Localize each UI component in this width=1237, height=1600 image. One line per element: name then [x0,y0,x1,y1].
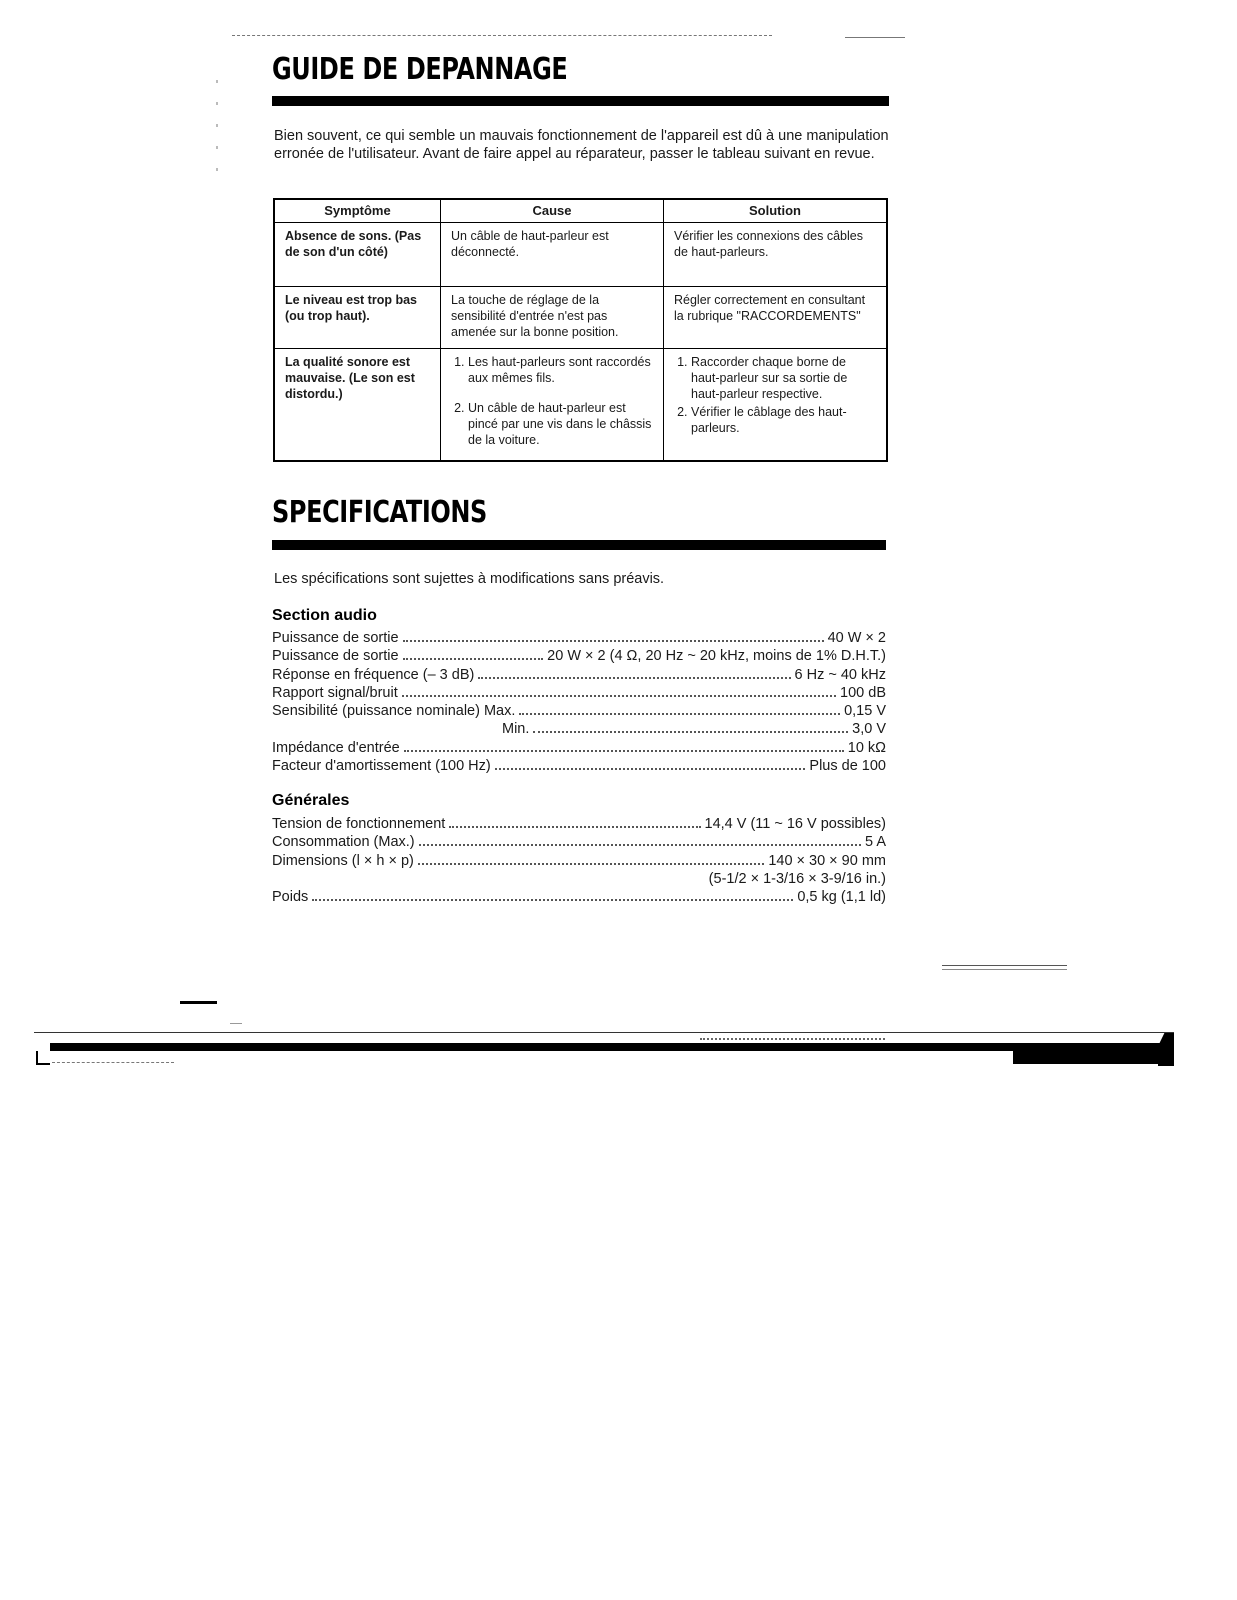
spec-row [272,852,886,870]
solution-cell: Vérifier les connexions des câbles de haut-parleurs. [664,223,888,287]
margin-marks [216,80,218,180]
spec-value: 10 kΩ [847,739,886,756]
solution-list [674,354,876,436]
leader-dots [449,826,700,828]
spec-row [272,720,886,738]
spec-value: 140 × 30 × 90 mm [768,852,886,869]
spec-row [272,629,886,647]
troubleshooting-table [273,198,888,462]
spec-row [272,739,886,757]
scan-black-block [1013,1048,1163,1064]
specifications-note: Les spécifications sont sujettes à modifications sans préavis. [274,571,665,587]
scan-line [34,1032,1174,1033]
cause-cell: La touche de réglage de la sensibilité d'entrée n'est pas amenée sur la bonne position. [441,287,664,349]
table-row [274,349,887,461]
spec-label: Min. [502,721,530,738]
leader-dots [478,677,790,679]
symptom-cell: Absence de sons. (Pas de son d'un côté) [274,223,441,287]
cause-header: Cause [441,199,664,223]
spec-value: 0,15 V [844,703,886,720]
scan-corner [1158,1033,1174,1066]
scan-dots [700,1038,885,1040]
spec-value: (5-1/2 × 1-3/16 × 3-9/16 in.) [708,870,886,887]
cause-cell: Un câble de haut-parleur est déconnecté. [441,223,664,287]
table-row [274,287,887,349]
spec-value: 100 dB [840,684,886,701]
symptom-cell: La qualité sonore est mauvaise. (Le son est distordu.) [274,349,441,461]
leader-dots [495,768,806,770]
table-header-row [274,199,887,223]
scan-dashed-line [232,35,772,36]
solution-item: 2. Vérifier le câblage des haut-parleurs. [691,404,876,436]
leader-dots [419,844,861,846]
general-spec-list [272,815,886,906]
leader-dots [403,658,544,660]
leader-dots [402,695,836,697]
audio-spec-list [272,629,886,775]
spec-value: 14,4 V (11 ~ 16 V possibles) [704,816,886,832]
solution-header: Solution [664,199,888,223]
spec-value: Plus de 100 [809,758,886,775]
specifications-rule [272,540,886,550]
scan-corner-mark [36,1051,50,1065]
leader-dots [533,731,848,733]
spec-label: Rapport signal/bruit [272,684,398,701]
scan-mark [180,1001,217,1004]
spec-row [272,666,886,684]
scan-short-line [845,37,905,38]
leader-dots [418,863,764,865]
spec-label: Consommation (Max.) [272,834,415,851]
scan-line [942,965,1067,966]
cause-cell [441,349,664,461]
spec-label: Sensibilité (puissance nominale) Max. [272,703,516,720]
leader-dots [312,899,793,901]
spec-label: Puissance de sortie [272,630,399,646]
spec-value: 3,0 V [852,721,886,738]
troubleshooting-rule [272,96,889,106]
spec-row [272,815,886,833]
spec-label: Facteur d'amortissement (100 Hz) [272,758,491,775]
scan-mark [230,1023,242,1024]
spec-value: 5 A [865,834,886,851]
spec-label: Puissance de sortie [272,648,399,665]
spec-row [272,684,886,702]
scan-dashed-line [52,1062,174,1063]
symptom-cell: Le niveau est trop bas (ou trop haut). [274,287,441,349]
spec-row [272,870,886,888]
spec-label: Impédance d'entrée [272,739,400,756]
spec-label: Dimensions (l × h × p) [272,852,414,869]
spec-label: Poids [272,889,309,906]
spec-value: 6 Hz ~ 40 kHz [794,666,886,683]
solution-cell [664,349,888,461]
spec-row [272,888,886,906]
audio-section-title: Section audio [272,607,377,624]
leader-dots [404,750,844,752]
solution-item: 1. Raccorder chaque borne de haut-parleur sur sa sortie de haut-parleur respective. [691,354,876,402]
spec-row [272,757,886,775]
spec-value: 20 W × 2 (4 Ω, 20 Hz ~ 20 kHz, moins de 1% D.H.T.) [547,648,886,665]
table-row [274,223,887,287]
cause-item: 2. Un câble de haut-parleur est pincé par une vis dans le châssis de la voiture. [468,400,653,448]
symptom-header: Symptôme [274,199,441,223]
leader-dots [403,640,824,642]
spec-row [272,647,886,665]
spec-label: Réponse en fréquence (– 3 dB) [272,666,475,683]
spec-row [272,833,886,851]
specifications-title: SPECIFICATIONS [272,495,487,530]
scan-line [942,969,1067,970]
general-section-title: Générales [272,792,350,809]
troubleshooting-title: GUIDE DE DEPANNAGE [272,52,568,87]
solution-cell: Régler correctement en consultant la rubrique "RACCORDEMENTS" [664,287,888,349]
troubleshooting-intro: Bien souvent, ce qui semble un mauvais fonctionnement de l'appareil est dû à une manipulation erronée de l'utilisateur. Avant de faire appel au réparateur, passer le tableau suivant en revue. [274,128,889,162]
cause-list [451,354,653,448]
spec-row [272,702,886,720]
leader-dots [519,713,840,715]
spec-value: 0,5 kg (1,1 ld) [797,889,886,906]
scan-black-bar [50,1043,1170,1051]
cause-item: 1. Les haut-parleurs sont raccordés aux mêmes fils. [468,354,653,386]
spec-label: Tension de fonctionnement [272,816,446,832]
spec-value: 40 W × 2 [827,630,886,646]
